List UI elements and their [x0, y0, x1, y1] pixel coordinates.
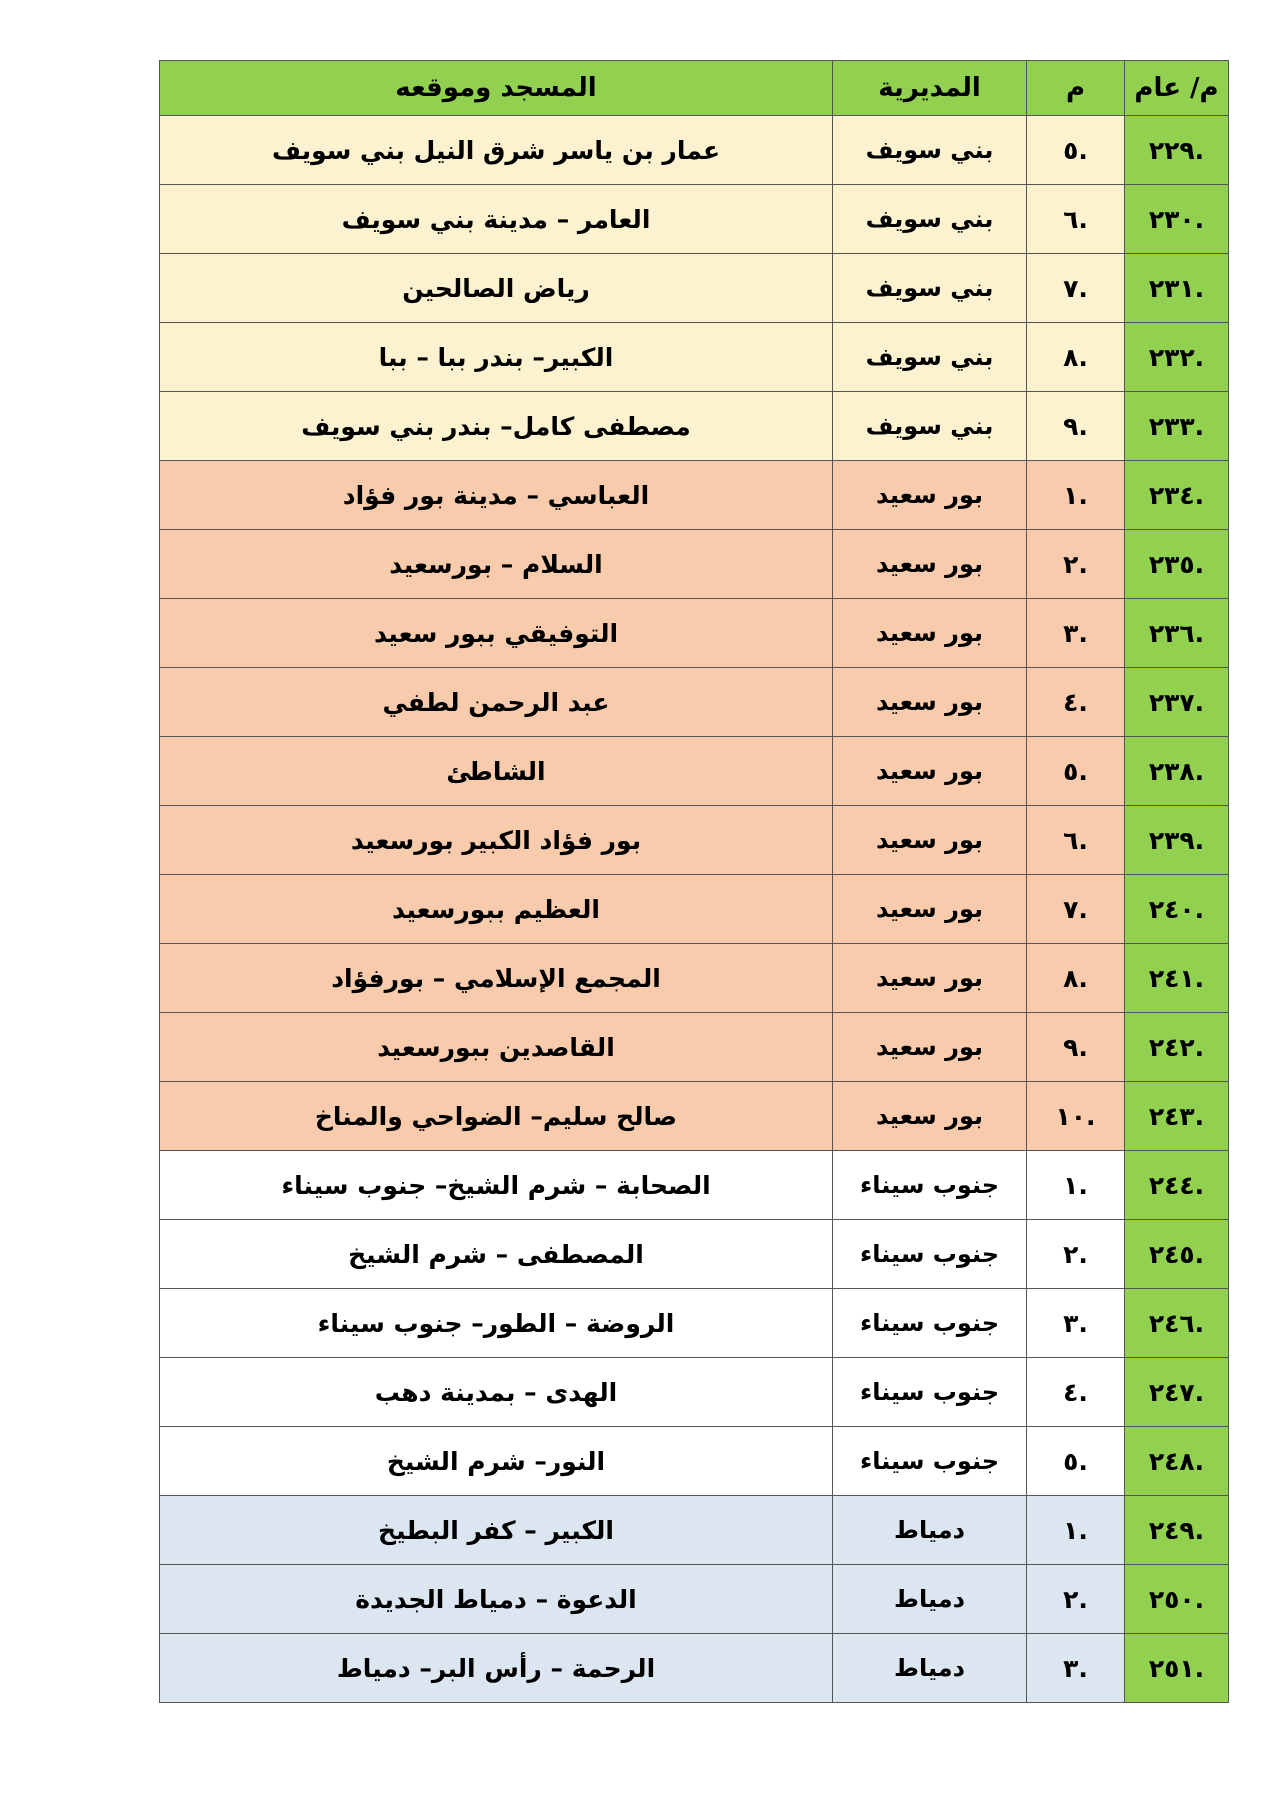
table-row	[160, 875, 1229, 944]
cell-general-number: .٢٤٠	[1125, 875, 1229, 944]
table-row	[160, 944, 1229, 1013]
table-row	[160, 185, 1229, 254]
header-general-number: م/ عام	[1125, 61, 1229, 116]
cell-directorate: بني سويف	[833, 254, 1027, 323]
cell-local-number: .٥	[1027, 737, 1125, 806]
cell-general-number: .٢٣٠	[1125, 185, 1229, 254]
cell-general-number: .٢٣٨	[1125, 737, 1229, 806]
mosques-table-body	[160, 61, 1229, 1703]
header-directorate: المديرية	[833, 61, 1027, 116]
cell-directorate: بور سعيد	[833, 599, 1027, 668]
cell-directorate: دمياط	[833, 1565, 1027, 1634]
table-row	[160, 1289, 1229, 1358]
cell-mosque: الصحابة – شرم الشيخ– جنوب سيناء	[160, 1151, 833, 1220]
cell-local-number: .٦	[1027, 806, 1125, 875]
cell-local-number: .٨	[1027, 944, 1125, 1013]
cell-mosque: النور– شرم الشيخ	[160, 1427, 833, 1496]
cell-mosque: الرحمة – رأس البر– دمياط	[160, 1634, 833, 1703]
cell-mosque: التوفيقي ببور سعيد	[160, 599, 833, 668]
table-row	[160, 1634, 1229, 1703]
table-row	[160, 806, 1229, 875]
cell-local-number: .٨	[1027, 323, 1125, 392]
cell-local-number: .٧	[1027, 875, 1125, 944]
cell-general-number: .٢٤٥	[1125, 1220, 1229, 1289]
cell-general-number: .٢٤٨	[1125, 1427, 1229, 1496]
table-row	[160, 530, 1229, 599]
cell-general-number: .٢٣٦	[1125, 599, 1229, 668]
cell-mosque: الشاطئ	[160, 737, 833, 806]
table-row	[160, 1496, 1229, 1565]
cell-general-number: .٢٣٢	[1125, 323, 1229, 392]
cell-directorate: جنوب سيناء	[833, 1220, 1027, 1289]
cell-mosque: صالح سليم– الضواحي والمناخ	[160, 1082, 833, 1151]
cell-mosque: العظيم ببورسعيد	[160, 875, 833, 944]
table-row	[160, 668, 1229, 737]
cell-general-number: .٢٤٣	[1125, 1082, 1229, 1151]
cell-local-number: .٩	[1027, 392, 1125, 461]
table-row	[160, 116, 1229, 185]
cell-general-number: .٢٤٤	[1125, 1151, 1229, 1220]
table-row	[160, 599, 1229, 668]
cell-directorate: بور سعيد	[833, 530, 1027, 599]
cell-mosque: عمار بن ياسر شرق النيل بني سويف	[160, 116, 833, 185]
cell-general-number: .٢٤١	[1125, 944, 1229, 1013]
cell-mosque: الدعوة – دمياط الجديدة	[160, 1565, 833, 1634]
cell-directorate: بور سعيد	[833, 668, 1027, 737]
cell-general-number: .٢٥١	[1125, 1634, 1229, 1703]
cell-mosque: العامر – مدينة بني سويف	[160, 185, 833, 254]
cell-directorate: بني سويف	[833, 392, 1027, 461]
cell-local-number: .١٠	[1027, 1082, 1125, 1151]
cell-general-number: .٢٤٦	[1125, 1289, 1229, 1358]
table-row	[160, 1220, 1229, 1289]
cell-local-number: .٧	[1027, 254, 1125, 323]
header-mosque: المسجد وموقعه	[160, 61, 833, 116]
table-row	[160, 1565, 1229, 1634]
cell-directorate: بني سويف	[833, 323, 1027, 392]
cell-local-number: .٤	[1027, 1358, 1125, 1427]
cell-general-number: .٢٣١	[1125, 254, 1229, 323]
cell-local-number: .١	[1027, 1151, 1125, 1220]
cell-general-number: .٢٣٩	[1125, 806, 1229, 875]
cell-mosque: الهدى – بمدينة دهب	[160, 1358, 833, 1427]
cell-directorate: بور سعيد	[833, 806, 1027, 875]
cell-directorate: بور سعيد	[833, 461, 1027, 530]
cell-directorate: بني سويف	[833, 116, 1027, 185]
table-row	[160, 1082, 1229, 1151]
cell-general-number: .٢٢٩	[1125, 116, 1229, 185]
cell-mosque: المصطفى – شرم الشيخ	[160, 1220, 833, 1289]
cell-local-number: .٥	[1027, 116, 1125, 185]
cell-local-number: .٦	[1027, 185, 1125, 254]
cell-mosque: الروضة – الطور– جنوب سيناء	[160, 1289, 833, 1358]
table-row	[160, 461, 1229, 530]
cell-local-number: .٢	[1027, 530, 1125, 599]
cell-local-number: .٢	[1027, 1565, 1125, 1634]
cell-directorate: جنوب سيناء	[833, 1151, 1027, 1220]
cell-local-number: .٣	[1027, 599, 1125, 668]
cell-directorate: بور سعيد	[833, 944, 1027, 1013]
cell-directorate: جنوب سيناء	[833, 1427, 1027, 1496]
cell-directorate: دمياط	[833, 1634, 1027, 1703]
table-row	[160, 1427, 1229, 1496]
cell-directorate: جنوب سيناء	[833, 1358, 1027, 1427]
cell-local-number: .٩	[1027, 1013, 1125, 1082]
cell-mosque: عبد الرحمن لطفي	[160, 668, 833, 737]
cell-mosque: المجمع الإسلامي – بورفؤاد	[160, 944, 833, 1013]
cell-directorate: بور سعيد	[833, 1082, 1027, 1151]
cell-general-number: .٢٣٤	[1125, 461, 1229, 530]
table-row	[160, 323, 1229, 392]
table-row	[160, 392, 1229, 461]
cell-general-number: .٢٤٩	[1125, 1496, 1229, 1565]
cell-local-number: .٣	[1027, 1289, 1125, 1358]
table-row	[160, 254, 1229, 323]
table-row	[160, 737, 1229, 806]
table-row	[160, 1151, 1229, 1220]
cell-general-number: .٢٣٧	[1125, 668, 1229, 737]
header-local-number: م	[1027, 61, 1125, 116]
cell-directorate: بور سعيد	[833, 875, 1027, 944]
cell-mosque: السلام – بورسعيد	[160, 530, 833, 599]
cell-directorate: بني سويف	[833, 185, 1027, 254]
table-row	[160, 1013, 1229, 1082]
cell-directorate: بور سعيد	[833, 737, 1027, 806]
cell-mosque: مصطفى كامل– بندر بني سويف	[160, 392, 833, 461]
cell-general-number: .٢٣٥	[1125, 530, 1229, 599]
cell-mosque: رياض الصالحين	[160, 254, 833, 323]
table-row	[160, 1358, 1229, 1427]
cell-directorate: جنوب سيناء	[833, 1289, 1027, 1358]
cell-general-number: .٢٤٧	[1125, 1358, 1229, 1427]
cell-directorate: دمياط	[833, 1496, 1027, 1565]
cell-local-number: .١	[1027, 1496, 1125, 1565]
cell-mosque: القاصدين ببورسعيد	[160, 1013, 833, 1082]
cell-mosque: العباسي – مدينة بور فؤاد	[160, 461, 833, 530]
cell-local-number: .٤	[1027, 668, 1125, 737]
cell-general-number: .٢٥٠	[1125, 1565, 1229, 1634]
cell-general-number: .٢٣٣	[1125, 392, 1229, 461]
cell-mosque: الكبير– بندر ببا – ببا	[160, 323, 833, 392]
mosques-table	[159, 60, 1229, 1703]
cell-local-number: .٥	[1027, 1427, 1125, 1496]
cell-local-number: .٣	[1027, 1634, 1125, 1703]
cell-mosque: الكبير – كفر البطيخ	[160, 1496, 833, 1565]
cell-mosque: بور فؤاد الكبير بورسعيد	[160, 806, 833, 875]
cell-local-number: .١	[1027, 461, 1125, 530]
cell-general-number: .٢٤٢	[1125, 1013, 1229, 1082]
cell-directorate: بور سعيد	[833, 1013, 1027, 1082]
table-header-row	[160, 61, 1229, 116]
cell-local-number: .٢	[1027, 1220, 1125, 1289]
